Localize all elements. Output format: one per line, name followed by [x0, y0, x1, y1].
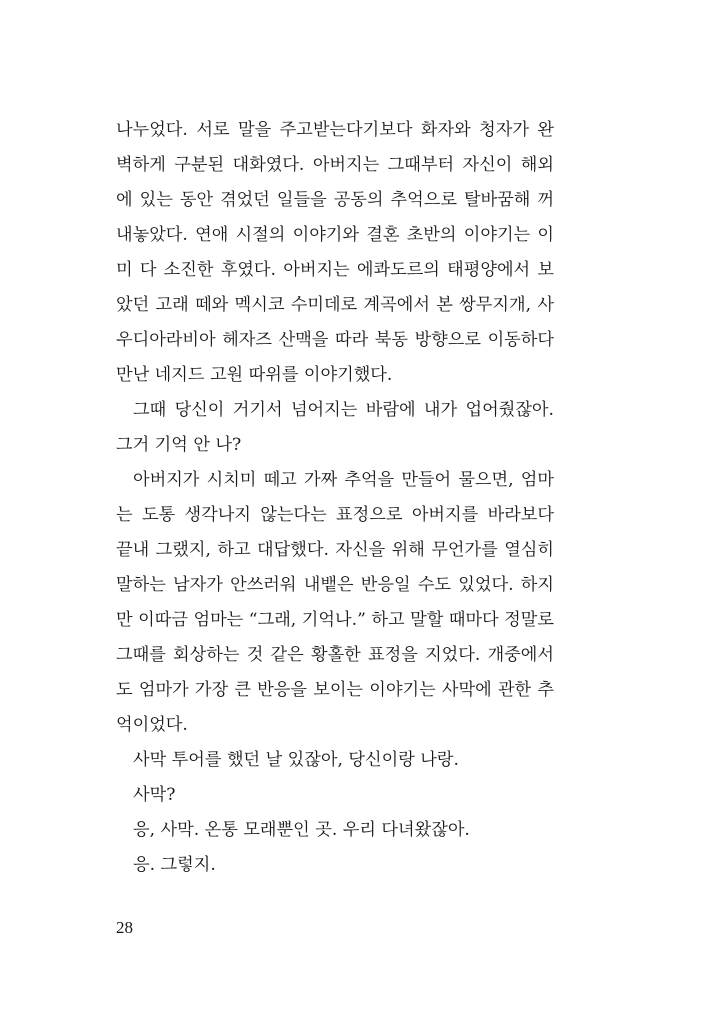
text-line: 아버지가 시치미 떼고 가짜 추억을 만들어 물으면, 엄마	[133, 470, 554, 490]
text-line: 그때를 회상하는 것 같은 황홀한 표정을 지었다. 개중에서	[116, 645, 554, 665]
text-line: 억이었다.	[116, 715, 188, 735]
page-number: 28	[116, 918, 133, 937]
text-line: 말하는 남자가 안쓰러워 내뱉은 반응일 수도 있었다. 하지	[116, 575, 554, 595]
dialogue-line: 응, 사막. 온통 모래뿐인 곳. 우리 다녀왔잖아.	[133, 820, 470, 840]
dialogue-line: 그거 기억 안 나?	[116, 435, 242, 455]
text-line: 벽하게 구분된 대화였다. 아버지는 그때부터 자신이 해외	[116, 155, 554, 175]
text-line: 나누었다. 서로 말을 주고받는다기보다 화자와 청자가 완	[116, 120, 554, 140]
text-line: 우디아라비아 헤자즈 산맥을 따라 북동 방향으로 이동하다	[116, 330, 554, 350]
text-line: 만난 네지드 고원 따위를 이야기했다.	[116, 365, 393, 385]
text-line: 는 도통 생각나지 않는다는 표정으로 아버지를 바라보다	[116, 505, 554, 525]
dialogue-line: 응. 그렇지.	[133, 855, 216, 875]
text-line: 끝내 그랬지, 하고 대답했다. 자신을 위해 무언가를 열심히	[116, 540, 554, 560]
text-line: 도 엄마가 가장 큰 반응을 보이는 이야기는 사막에 관한 추	[116, 680, 554, 700]
body-text	[116, 113, 554, 883]
text-line: 에 있는 동안 겪었던 일들을 공동의 추억으로 탈바꿈해 꺼	[116, 190, 554, 210]
dialogue-line: 사막 투어를 했던 날 있잖아, 당신이랑 나랑.	[133, 750, 459, 770]
text-line: 미 다 소진한 후였다. 아버지는 에콰도르의 태평양에서 보	[116, 260, 554, 280]
dialogue-line: 그때 당신이 거기서 넘어지는 바람에 내가 업어줬잖아.	[133, 400, 554, 420]
text-line: 내놓았다. 연애 시절의 이야기와 결혼 초반의 이야기는 이	[116, 225, 554, 245]
dialogue-line: 사막?	[133, 785, 176, 805]
text-line: 만 이따금 엄마는 “그래, 기억나.” 하고 말할 때마다 정말로	[116, 610, 554, 630]
text-line: 았던 고래 떼와 멕시코 수미데로 계곡에서 본 쌍무지개, 사	[116, 295, 554, 315]
